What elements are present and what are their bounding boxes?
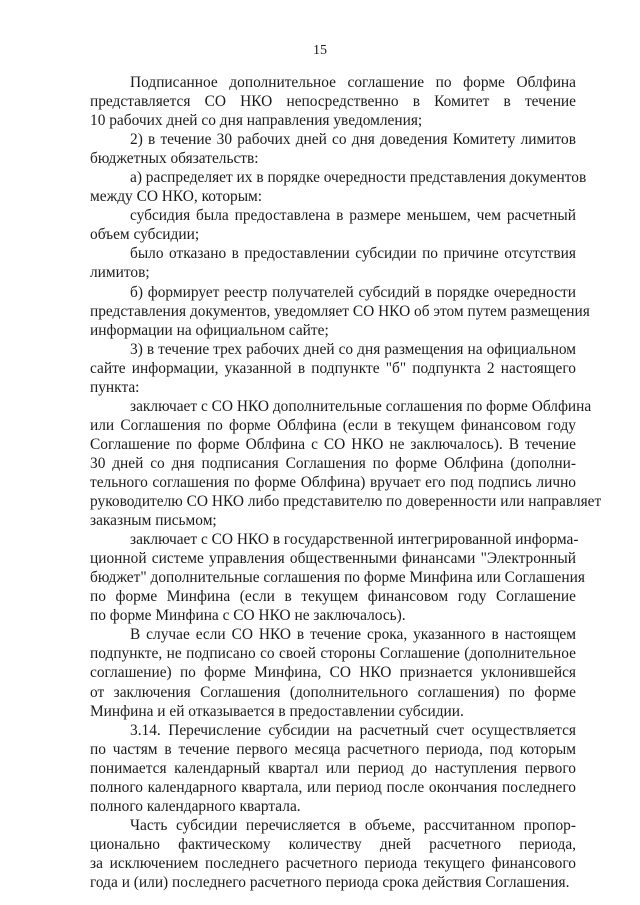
text-line: 10 рабочих дней со дня направления уведомления; — [90, 112, 423, 130]
text-line: бюджетных обязательств: — [90, 150, 259, 168]
text-line: от заключения Соглашения (дополнительного соглашения) по форме — [90, 683, 576, 701]
text-line: полного календарного квартала, или период после окончания последнего — [90, 778, 576, 796]
text-line: сайте информации, указанной в подпункте "б" подпункта 2 настоящего — [90, 359, 576, 377]
text-line: 2) в течение 30 рабочих дней со дня доведения Комитету лимитов — [130, 131, 576, 149]
text-line: тельного соглашения по форме Облфина) вручает его под подпись лично — [90, 473, 576, 491]
text-line: подпункте, не подписано со своей стороны Соглашение (дополнительное — [90, 645, 576, 663]
text-line: бюджет" дополнительные соглашения по форме Минфина или Соглашения — [90, 569, 585, 587]
text-line: представления документов, уведомляет СО НКО об этом путем размещения — [90, 302, 590, 320]
text-line: 3) в течение трех рабочих дней со дня размещения на официальном — [130, 340, 576, 358]
text-line: было отказано в предоставлении субсидии по причине отсутствия — [130, 245, 576, 263]
text-line: года и (или) последнего расчетного периода срока действия Соглашения. — [90, 873, 570, 891]
text-line: представляется СО НКО непосредственно в Комитет в течение — [90, 93, 576, 111]
text-line: пункта: — [90, 378, 140, 396]
text-line: полного календарного квартала. — [90, 797, 301, 815]
text-line: за исключением последнего расчетного периода текущего финансового — [90, 854, 576, 872]
text-line: лимитов; — [90, 264, 150, 282]
text-line: 3.14. Перечисление субсидии на расчетный счет осуществляется — [130, 721, 576, 739]
text-line: Минфина и ей отказывается в предоставлении субсидии. — [90, 702, 464, 720]
text-line: субсидия была предоставлена в размере меньшем, чем расчетный — [130, 207, 576, 225]
text-line: заключает с СО НКО дополнительные соглашения по форме Облфина — [130, 397, 592, 415]
text-line: Часть субсидии перечисляется в объеме, рассчитанном пропор- — [130, 816, 576, 834]
page-number: 15 — [313, 43, 327, 58]
text-line: 30 дней со дня подписания Соглашения по форме Облфина (дополни- — [90, 454, 576, 472]
text-line: ционной системе управления общественными финансами "Электронный — [90, 550, 576, 568]
text-line: по форме Минфина (если в текущем финансовом году Соглашение — [90, 588, 576, 606]
text-line: по частям в течение первого месяца расчетного периода, под которым — [90, 740, 576, 758]
text-line: понимается календарный квартал или период до наступления первого — [90, 759, 576, 777]
text-line: б) формирует реестр получателей субсидий в порядке очередности — [130, 283, 576, 301]
text-line: Соглашение по форме Облфина с СО НКО не заключалось). В течение — [90, 435, 576, 453]
text-line: объем субсидии; — [90, 226, 200, 244]
text-line: информации на официальном сайте; — [90, 321, 329, 339]
text-line: или Соглашения по форме Облфина (если в текущем финансовом году — [90, 416, 576, 434]
text-line: между СО НКО, которым: — [90, 188, 263, 206]
document-body — [90, 73, 602, 892]
text-line: Подписанное дополнительное соглашение по форме Облфина — [130, 74, 576, 91]
text-line: по форме Минфина с СО НКО не заключалось). — [90, 607, 406, 625]
text-line: руководителю СО НКО либо представителю по доверенности или направляет — [90, 493, 602, 511]
text-line: соглашение) по форме Минфина, СО НКО признается уклонившейся — [90, 664, 576, 682]
text-line: ционально фактическому количеству дней расчетного периода, — [90, 835, 576, 853]
text-line: заказным письмом; — [90, 512, 217, 530]
text-line: заключает с СО НКО в государственной интегрированной информа- — [130, 531, 579, 549]
text-line: а) распределяет их в порядке очередности представления документов — [130, 169, 587, 187]
text-line: В случае если СО НКО в течение срока, указанного в настоящем — [130, 626, 576, 644]
